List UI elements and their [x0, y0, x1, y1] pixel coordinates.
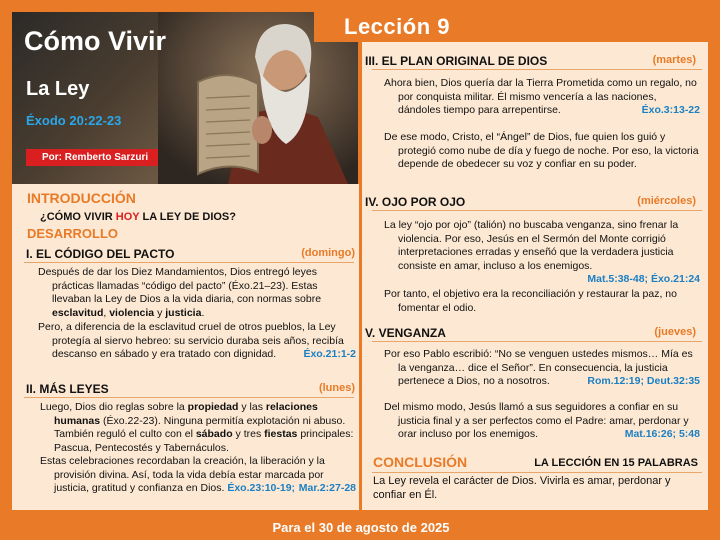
- development-heading: DESARROLLO: [27, 226, 118, 241]
- section-2-rule: [24, 397, 354, 398]
- section-2-title: II. MÁS LEYES: [26, 382, 109, 396]
- section-5-day: (jueves): [654, 326, 696, 338]
- section-1-rule: [24, 262, 354, 263]
- left-column: [12, 184, 359, 510]
- introduction-heading: INTRODUCCIÓN: [27, 190, 136, 206]
- section-3-paragraph-1: [382, 77, 700, 118]
- section-1-title: I. EL CÓDIGO DEL PACTO: [26, 247, 175, 261]
- s2-p1-mid: (Éxo.22-23). Ninguna permitía explotación ni abuso. También reguló el culto con el: [54, 414, 346, 440]
- s2-p1-bold-2: relaciones humanas: [54, 401, 318, 427]
- right-column: [362, 42, 708, 510]
- section-2-paragraph-1: [38, 401, 356, 455]
- s2-p1-bold-4: fiestas: [264, 428, 298, 440]
- section-2-day: (lunes): [318, 382, 355, 394]
- s1-p1-bold-1: esclavitud: [52, 306, 104, 319]
- conclusion-heading: CONCLUSIÓN: [373, 454, 468, 470]
- s2-p1-text: Luego, Dios dio reglas sobre la: [40, 401, 188, 413]
- section-4-day: (miércoles): [637, 195, 696, 207]
- s2-p1-sep-2: y tres: [232, 428, 265, 440]
- s2-p2-text: Estas celebraciones recordaban la creación, la liberación y la provisión divina. Así, toda la vida debía estar marcada por justicia, gratitud y confianza en Dios.: [40, 455, 325, 494]
- s5-p1-reference: Rom.12:19; Deut.32:35: [587, 375, 700, 387]
- s1-p1-bold-3: justicia: [165, 306, 202, 319]
- section-5-paragraph-1: [382, 348, 700, 389]
- s3-p1-text: Ahora bien, Dios quería dar la Tierra Prometida como un regalo, no por conquista militar. Él mismo vencería a las naciones, dándoles tiempo para arrepentirse.: [384, 77, 697, 116]
- s5-p2-reference: Mat.16:26; 5:48: [624, 428, 700, 440]
- section-5-rule: [372, 341, 702, 342]
- lesson-title: Cómo Vivir: [24, 26, 167, 56]
- s1-p1-text: Después de dar los Diez Mandamientos, Dios entregó leyes prácticas llamadas “código del pacto” (Éxo.21–23). Estas llevaban la Ley de Dios a la vida diaria, con normas sobre: [38, 266, 322, 305]
- section-5-paragraph-2: [382, 401, 700, 442]
- s1-p1-bold-2: violencia: [109, 306, 155, 319]
- section-3-day: (martes): [652, 54, 696, 66]
- section-2-paragraph-2: [38, 455, 356, 496]
- section-4-paragraph-1: [382, 219, 700, 287]
- section-1-paragraph-2: [36, 321, 356, 362]
- conclusion-rule: [372, 472, 702, 473]
- s5-p1-text: Por eso Pablo escribió: “No se venguen ustedes mismos… Mía es la venganza… dice el Señor”. En consecuencia, la justicia pertenece a Dios, no a nosotros.: [384, 348, 693, 387]
- key-verse-reference: Éxodo 20:22-23: [26, 113, 122, 128]
- lesson-date-footer: Para el 30 de agosto de 2025: [254, 512, 468, 540]
- conclusion-text: La Ley revela el carácter de Dios. Vivirla es amar, perdonar y confiar en Él.: [373, 475, 671, 501]
- s2-p2-reference-1: Éxo.23:10-19;: [227, 482, 296, 494]
- s5-p2-text: Del mismo modo, Jesús llamó a sus seguidores a confiar en su justicia final y a ser perfectos como el Padre: amar, perdonar y orar incluso por los enemigos.: [384, 401, 689, 440]
- section-1-paragraph-1: [36, 266, 356, 320]
- s4-p1-reference: Mat.5:38-48; Éxo.21:24: [587, 273, 700, 285]
- intro-question-end: LA LEY DE DIOS?: [139, 211, 236, 223]
- hero-banner: [12, 12, 358, 184]
- section-4-paragraph-2: Por tanto, el objetivo era la reconciliación y restaurar la paz, no fomentar el odio.: [384, 288, 677, 314]
- section-3-title: III. EL PLAN ORIGINAL DE DIOS: [365, 54, 548, 68]
- s3-p1-reference: Éxo.3:13-22: [641, 104, 700, 116]
- s4-p1-text: La ley “ojo por ojo” (talión) no buscaba venganza, sino frenar la violencia. Por eso, Jesús en el Sermón del Monte corrigió interpretaciones erradas y enseñó que la verdadera justicia consiste en amar, incluso a los enemigos.: [384, 219, 679, 272]
- s2-p2-reference-2: Mar.2:27-28: [298, 482, 356, 494]
- s2-p1-bold-3: sábado: [195, 428, 233, 440]
- section-4-title: IV. OJO POR OJO: [365, 195, 466, 209]
- section-1-day: (domingo): [301, 247, 355, 259]
- s1-p1-sep-2: y: [154, 306, 166, 319]
- intro-question-highlight: HOY: [115, 211, 140, 223]
- s1-p2-text: Pero, a diferencia de la esclavitud cruel de otros pueblos, la Ley protegía al siervo hebreo: su servicio duraba seis años, recibía descanso en sábado y era tratado con dignidad.: [38, 321, 344, 360]
- section-5-title: V. VENGANZA: [365, 326, 446, 340]
- author-badge: Por: Remberto Sarzuri: [26, 149, 158, 166]
- section-3-rule: [372, 69, 702, 70]
- lesson-subtitle: La Ley: [26, 78, 90, 100]
- s2-p1-end: principales: Pascua, Pentecostés y Tabernáculos.: [54, 428, 354, 454]
- s1-p2-reference: Éxo.21:1-2: [303, 348, 356, 360]
- section-3-paragraph-2: De ese modo, Cristo, el “Ángel” de Dios, fue quien los guió y protegió como nube de día y fuego de noche. Por eso, la victoria depende de obedecer su voz y confiar en su poder.: [384, 131, 699, 170]
- intro-question-start: ¿CÓMO VIVIR: [40, 211, 116, 223]
- s2-p1-sep-1: y las: [238, 401, 266, 413]
- s1-p1-end: .: [201, 306, 205, 319]
- fifteen-words-label: LA LECCIÓN EN 15 PALABRAS: [534, 457, 698, 469]
- s1-p1-sep-1: ,: [103, 306, 110, 319]
- s2-p1-bold-1: propiedad: [187, 401, 239, 413]
- introduction-question: [40, 211, 236, 223]
- section-4-rule: [372, 210, 702, 211]
- lesson-number-tab: Lección 9: [314, 12, 480, 42]
